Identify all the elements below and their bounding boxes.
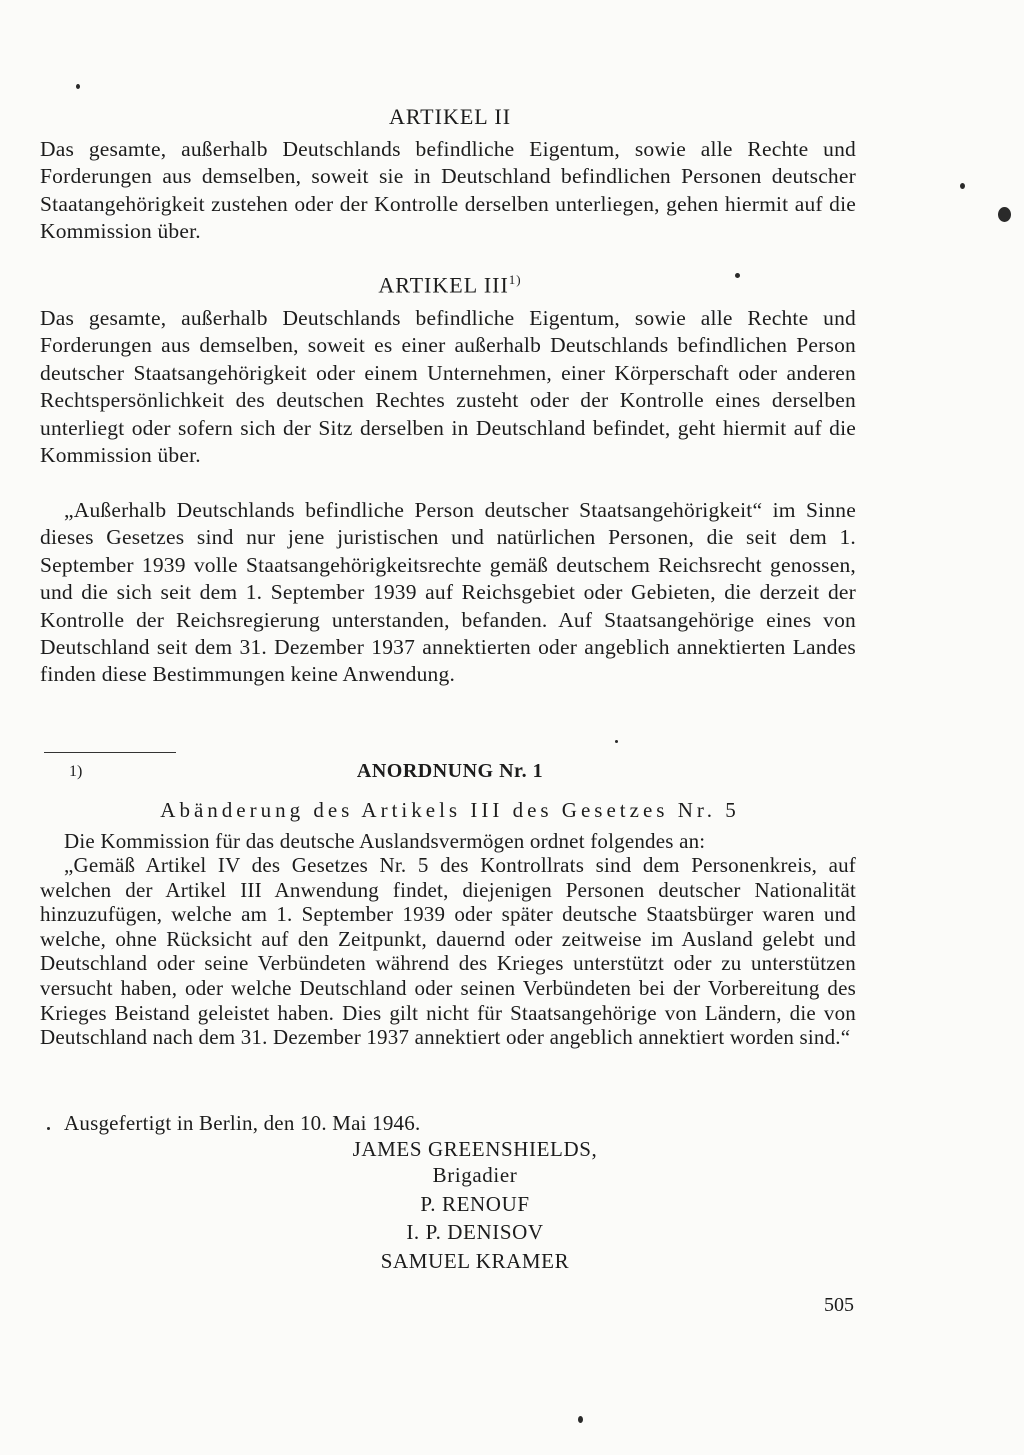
artikel-2-text: Das gesamte, außerhalb Deutschlands befindliche Eigentum, sowie alle Rechte und Forderungen aus demselben, soweit sie in Deutschland befindlichen Personen deutscher Staatangehörigkeit zustehen oder der Kontrolle derselben unterliegen, gehen hiermit auf die Kommission über. — [40, 137, 856, 244]
footnote-mark: 1) — [69, 763, 83, 780]
footnote-rule — [44, 752, 176, 753]
scan-speck — [47, 1127, 50, 1130]
artikel-3-paragraph-2: „Außerhalb Deutschlands befindliche Person deutscher Staatsangehörigkeit“ im Sinne dieses Gesetzes sind nur jene juristischen und natürlichen Personen, die seit dem 1. September 1939 volle Staatsangehörigkeitsrechte gemäß deutschem Reichsrecht genossen, und die sich seit dem 1. September 1939 auf Reichsgebiet oder Gebieten, die derzeit der Kontrolle der Reichsregierung unterstanden, befanden. Auf Staatsangehörige eines von Deutschland seit dem 31. Dezember 1937 annektierten oder angeblich annektierten Landes finden diese Bestimmungen keine Anwendung. — [40, 498, 856, 687]
page-number: 505 — [824, 1294, 854, 1316]
artikel-3-heading-text: ARTIKEL III — [378, 272, 509, 298]
scan-speck — [578, 1416, 583, 1423]
signatory-kramer: SAMUEL KRAMER — [380, 1249, 570, 1273]
scan-speck — [615, 740, 618, 743]
signatory-renouf: P. RENOUF — [420, 1192, 530, 1216]
anordnung-subheading: Abänderung des Artikels III des Gesetzes Nr. 5 — [160, 798, 740, 822]
issued-line: Ausgefertigt in Berlin, den 10. Mai 1946. — [64, 1111, 421, 1135]
anordnung-quote: „Gemäß Artikel IV des Gesetzes Nr. 5 des Kontrollrats sind dem Personenkreis, auf welchen der Artikel III Anwendung findet, diejenigen Personen deutscher Nationalität hinzuzufügen, welche am 1. September 1939 oder später deutsche Staatsbürger waren und welche, ohne Rücksicht auf den Zeitpunkt, dauernd oder zeitweise im Ausland gelebt und Deutschland oder seine Verbündeten während des Krieges unterstützt oder zu unterstützen versucht haben, oder welche Deutschland oder seinen Verbündeten bei der Vorbereitung des Krieges Beistand geleistet haben. Dies gilt nicht für Staatsangehörige von Ländern, die von Deutschland nach dem 31. Dezember 1937 annektiert oder angeblich annektiert worden sind.“ — [40, 853, 856, 1050]
artikel-2-heading: ARTIKEL II — [388, 104, 512, 129]
anordnung-intro: Die Kommission für das deutsche Auslandsvermögen ordnet folgendes an: — [64, 829, 706, 853]
signatory-rank: Brigadier — [432, 1163, 518, 1187]
artikel-3-paragraph-1: Das gesamte, außerhalb Deutschlands befindliche Eigentum, sowie alle Rechte und Forderungen aus demselben, soweit es einer außerhalb Deutschlands befindlichen Person deutscher Staatsangehörigkeit oder einem Unternehmen, einer Körperschaft oder anderen Rechtspersönlichkeit des deutschen Rechtes zusteht oder der Kontrolle eines derselben unterliegt oder sofern sich der Sitz derselben in Deutschland befindet, geht hiermit auf die Kommission über. — [40, 306, 856, 468]
signatory-greenshields: JAMES GREENSHIELDS, — [352, 1137, 598, 1161]
scan-speck — [998, 207, 1011, 222]
scan-speck — [735, 273, 740, 278]
scan-speck — [76, 84, 80, 89]
artikel-3-footnote-mark: 1) — [508, 272, 522, 287]
scan-speck — [960, 183, 965, 189]
signatory-denisov: I. P. DENISOV — [406, 1220, 544, 1244]
anordnung-heading: ANORDNUNG Nr. 1 — [356, 760, 544, 782]
